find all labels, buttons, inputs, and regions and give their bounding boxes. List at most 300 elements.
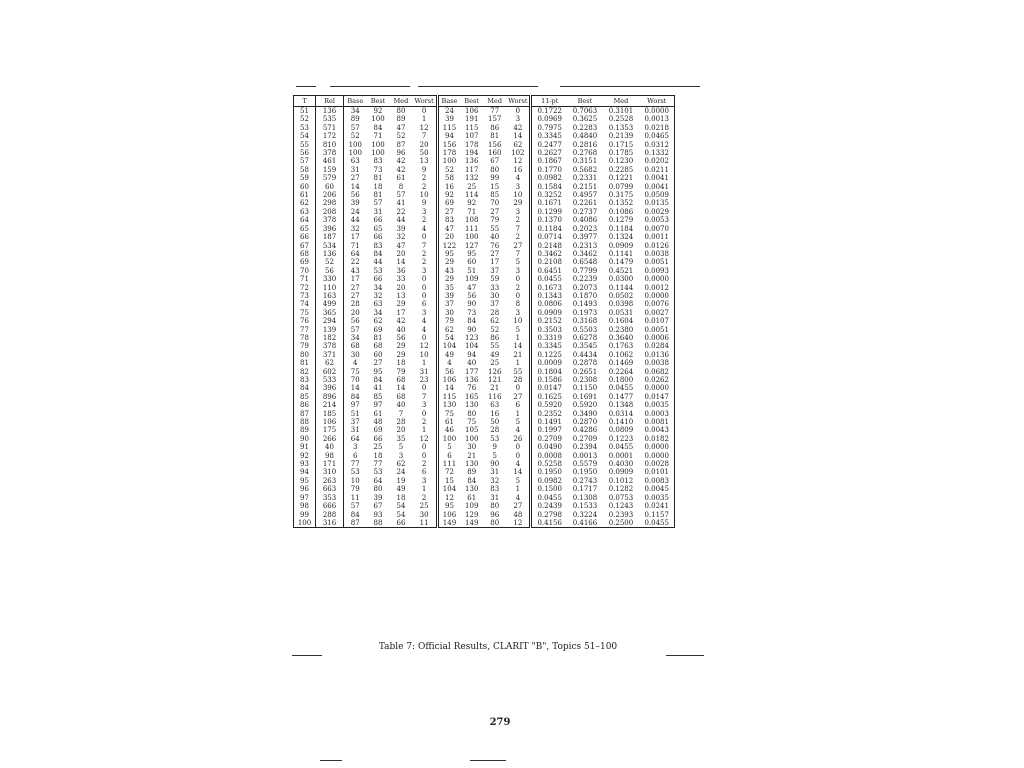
table-cell: 29 [437,258,460,266]
table-cell: 66 [294,233,316,241]
table-cell: 0.0012 [639,284,675,292]
table-cell: 4 [515,493,521,502]
table-cell: 63 [294,208,316,216]
table-row [294,485,675,493]
table-cell: 61 [396,174,406,183]
table-cell: 89 [294,426,316,434]
table-cell: 1 [515,333,521,342]
table-cell: 0.7799 [572,266,598,275]
table-cell: 86 [490,123,500,132]
table-cell: 106 [316,418,344,426]
table-cell: 28 [513,376,523,384]
table-cell: 4 [421,325,427,334]
table-cell: 20 [437,233,460,241]
table-cell: 39 [396,224,406,233]
table-cell: 66 [390,519,413,528]
table-cell: 17 [396,308,406,317]
table-cell: 0.0218 [639,124,675,132]
table-cell: 70 [490,199,500,208]
table-cell: 0.1785 [608,149,634,158]
table-cell: 32 [344,225,367,233]
table-cell: 0.0009 [531,359,567,367]
table-cell: 9 [421,165,427,174]
table-cell: 31 [419,367,429,376]
table-cell: 87 [294,410,316,418]
table-cell: 50 [490,418,500,427]
table-cell: 85 [294,393,316,401]
table-cell: 106 [437,511,460,519]
table-cell: 12 [419,342,429,351]
table-cell: 3 [515,207,521,216]
table-cell: 0.2308 [572,376,598,384]
table-cell: 3 [421,266,427,275]
table-row [294,183,675,191]
table-cell: 55 [294,141,316,149]
table-cell: 0.0398 [608,300,634,309]
table-cell: 14 [396,384,406,393]
table-cell: 6 [437,452,460,460]
table-cell: 84 [373,249,383,258]
table-cell: 214 [316,401,344,409]
table-row [294,258,675,266]
table-cell: 53 [373,468,383,477]
table-cell: 64 [344,250,367,258]
table-cell: 40 [490,233,500,242]
table-row [294,309,675,317]
table-cell: 5 [515,418,521,427]
table-cell: 105 [465,426,479,435]
table-cell: 27 [437,208,460,216]
table-cell: 156 [437,141,460,149]
column-header: Base [437,96,460,107]
table-cell: 80 [373,485,383,494]
table-cell: 64 [373,476,383,485]
table-cell: 28 [490,308,500,317]
table-cell: 84 [467,317,477,326]
table-cell: 52 [316,258,344,266]
table-cell: 33 [396,275,406,284]
table-cell: 3 [515,308,521,317]
table-cell: 0 [421,283,427,292]
table-cell: 0.2264 [608,367,634,376]
table-cell: 28 [490,426,500,435]
table-cell: 80 [490,165,500,174]
table-cell: 27 [344,284,367,292]
table-row [294,267,675,275]
table-cell: 68 [396,392,406,401]
table-cell: 56 [344,317,367,325]
table-cell: 68 [294,250,316,258]
table-row [294,216,675,224]
table-cell: 51 [344,410,367,418]
table-cell: 0.5258 [531,460,567,468]
table-cell: 5 [398,443,404,452]
table-cell: 107 [465,132,479,141]
table-row [294,300,675,308]
table-cell: 47 [396,123,406,132]
table-cell: 62 [316,359,344,367]
table-cell: 0.0262 [639,376,675,384]
table-cell: 2 [421,249,427,258]
table-cell: 39 [373,493,383,502]
table-cell: 0.1157 [639,511,675,519]
table-cell: 0.0000 [639,452,675,460]
table-cell: 90 [490,460,500,469]
table-cell: 0.0043 [639,426,675,434]
table-cell: 4 [515,426,521,435]
table-cell: 0.1282 [608,485,634,494]
table-cell: 12 [437,494,460,502]
table-cell: 80 [490,502,500,511]
table-cell: 48 [373,418,383,427]
table-cell: 92 [467,199,477,208]
table-cell: 157 [488,115,502,124]
table-cell: 110 [316,284,344,292]
column-header: Best [367,96,390,107]
table-cell: 25 [373,443,383,452]
table-cell: 31 [490,468,500,477]
table-row [294,199,675,207]
table-row [294,166,675,174]
table-cell: 92 [294,452,316,460]
table-cell: 0.1717 [572,485,598,494]
table-cell: 0.1500 [531,485,567,493]
table-cell: 0.3224 [572,510,598,519]
table-row [294,124,675,132]
table-cell: 83 [490,485,500,494]
table-cell: 0 [421,291,427,300]
table-cell: 83 [437,216,460,224]
column-header: T [294,96,316,107]
table-cell: 32 [396,233,406,242]
table-cell: 0 [421,443,427,452]
table-cell: 100 [294,519,316,528]
table-cell: 43 [437,267,460,275]
table-cell: 93 [294,460,316,468]
table-cell: 0.5682 [572,165,598,174]
table-cell: 29 [396,300,406,309]
table-cell: 0.0006 [639,334,675,342]
table-cell: 2 [515,216,521,225]
table-cell: 66 [373,434,383,443]
table-cell: 99 [294,511,316,519]
table-cell: 0.1493 [572,300,598,309]
table-cell: 31 [344,426,367,434]
table-cell: 90 [467,300,477,309]
table-cell: 29 [396,350,406,359]
scan-rule [666,655,704,656]
table-cell: 69 [373,325,383,334]
table-cell: 75 [467,418,477,427]
table-cell: 0.2352 [531,410,567,418]
table-cell: 0.3345 [531,132,567,140]
table-cell: 116 [488,392,502,401]
table-cell: 0.0969 [531,115,567,123]
table-cell: 0.3545 [572,342,598,351]
table-cell: 47 [467,283,477,292]
table-cell: 77 [294,326,316,334]
table-cell: 0.1352 [608,199,634,208]
table-cell: 0.0241 [639,502,675,510]
table-cell: 263 [316,477,344,485]
table-cell: 0.0753 [608,493,634,502]
table-cell: 94 [294,468,316,476]
table-cell: 0.0027 [639,309,675,317]
table-cell: 54 [396,510,406,519]
table-cell: 1 [421,426,427,435]
table-cell: 2 [421,418,427,427]
table-cell: 47 [437,225,460,233]
table-cell: 0 [515,291,521,300]
table-cell: 2 [515,283,521,292]
table-cell: 378 [316,149,344,157]
table-cell: 0.1763 [608,342,634,351]
table-row [294,502,675,510]
table-row [294,460,675,468]
table-cell: 0.2283 [572,123,598,132]
table-cell: 0.3168 [572,317,598,326]
table-cell: 2 [515,233,521,242]
table-cell: 0.0081 [639,418,675,426]
table-cell: 49 [396,485,406,494]
table-cell: 42 [396,157,406,166]
table-cell: 0.0038 [639,359,675,367]
table-cell: 3 [421,308,427,317]
table-cell: 378 [316,216,344,224]
table-cell: 114 [465,191,479,200]
table-cell: 20 [396,283,406,292]
table-cell: 0.4086 [572,216,598,225]
scan-rule [418,86,538,87]
results-table [293,95,675,528]
table-cell: 4 [515,460,521,469]
table-cell: 0.2500 [603,519,639,528]
table-cell: 51 [467,266,477,275]
table-cell: 31 [490,493,500,502]
table-cell: 43 [344,267,367,275]
table-header-row [294,96,675,107]
table-cell: 0.1479 [608,258,634,267]
table-cell: 60 [373,350,383,359]
table-cell: 27 [373,359,383,368]
table-cell: 60 [467,258,477,267]
table-cell: 0 [421,409,427,418]
table-cell: 77 [344,460,367,468]
table-cell: 0.0126 [639,242,675,250]
table-cell: 0.2870 [572,418,598,427]
table-cell: 2 [421,216,427,225]
table-row [294,191,675,199]
table-cell: 0.2878 [572,359,598,368]
table-cell: 32 [490,476,500,485]
table-cell: 20 [344,309,367,317]
table-cell: 39 [437,292,460,300]
table-cell: 130 [465,401,479,410]
table-cell: 71 [294,275,316,283]
table-cell: 57 [373,199,383,208]
table-cell: 0.6278 [572,333,598,342]
table-cell: 25 [419,502,429,511]
table-cell: 39 [437,115,460,123]
table-cell: 6 [515,401,521,410]
table-cell: 810 [316,141,344,149]
table-cell: 16 [490,409,500,418]
table-cell: 896 [316,393,344,401]
table-cell: 62 [437,326,460,334]
column-header: Best [567,96,603,107]
table-cell: 40 [396,401,406,410]
table-cell: 32 [373,291,383,300]
table-cell: 0.3175 [608,191,634,200]
table-cell: 6 [344,452,367,460]
table-cell: 0.0314 [608,409,634,418]
table-cell: 663 [316,485,344,493]
table-cell: 0.2816 [572,140,598,149]
table-cell: 9 [421,199,427,208]
table-cell: 65 [294,225,316,233]
table-cell: 206 [316,191,344,199]
table-cell: 62 [490,317,500,326]
table-cell: 0.1324 [608,233,634,242]
table-cell: 56 [467,291,477,300]
table-cell: 7 [421,241,427,250]
table-row [294,418,675,426]
table-cell: 78 [294,334,316,342]
table-cell: 191 [465,115,479,124]
table-cell: 54 [294,132,316,140]
table-row [294,477,675,485]
table-cell: 14 [344,183,367,191]
table-cell: 0.0136 [639,351,675,359]
table-cell: 330 [316,275,344,283]
table-row [294,342,675,350]
table-cell: 163 [316,292,344,300]
table-cell: 0.1230 [608,157,634,166]
table-cell: 0.0455 [639,519,675,528]
table-cell: 24 [437,107,460,116]
table-cell: 0.3252 [531,191,567,199]
table-cell: 53 [344,468,367,476]
table-cell: 57 [294,157,316,165]
table-cell: 0 [421,233,427,242]
column-header: Base [344,96,367,107]
table-cell: 0.0013 [639,115,675,123]
table-cell: 0.1950 [572,468,598,477]
table-row [294,511,675,519]
table-cell: 533 [316,376,344,384]
table-cell: 25 [467,182,477,191]
table-row [294,275,675,283]
table-cell: 117 [465,165,479,174]
table-cell: 0.1012 [608,476,634,485]
table-cell: 108 [465,216,479,225]
table-cell: 115 [465,123,479,132]
table-cell: 4 [515,174,521,183]
table-cell: 11 [413,519,438,528]
table-cell: 18 [396,359,406,368]
table-cell: 46 [437,426,460,434]
column-header: Worst [506,96,531,107]
table-cell: 56 [396,333,406,342]
column-header: Med [603,96,639,107]
table-cell: 24 [344,208,367,216]
table-cell: 94 [437,132,460,140]
table-cell: 48 [513,510,523,519]
table-cell: 7 [515,224,521,233]
table-cell: 61 [467,493,477,502]
table-cell: 0.1141 [608,249,634,258]
table-cell: 0.0300 [608,275,634,284]
table-cell: 22 [344,258,367,266]
table-cell: 0.0909 [531,309,567,317]
table-cell: 130 [437,401,460,409]
table-cell: 97 [294,494,316,502]
table-cell: 0.4286 [572,426,598,435]
table-cell: 0.4434 [572,350,598,359]
table-cell: 21 [490,384,500,393]
table-cell: 81 [373,174,383,183]
table-cell: 0.2768 [572,149,598,158]
table-cell: 20 [419,140,429,149]
table-cell: 0.1973 [572,308,598,317]
table-row [294,242,675,250]
table-cell: 69 [373,426,383,435]
table-row [294,141,675,149]
table-cell: 37 [437,300,460,308]
table-cell: 4 [421,317,427,326]
table-cell: 81 [373,333,383,342]
table-cell: 0.1332 [639,149,675,157]
table-cell: 55 [490,224,500,233]
table-cell: 53 [490,434,500,443]
table-cell: 0.5920 [572,401,598,410]
table-cell: 63 [373,300,383,309]
table-cell: 0.1867 [531,157,567,165]
table-cell: 9 [492,443,497,452]
table-cell: 8 [515,300,521,309]
table-cell: 0.1673 [531,284,567,292]
table-cell: 13 [419,157,429,166]
table-cell: 2 [421,460,427,469]
table-cell: 2 [421,258,427,267]
table-cell: 0.0799 [608,182,634,191]
table-cell: 0.4840 [572,132,598,141]
table-cell: 0.1410 [608,418,634,427]
table-row [294,393,675,401]
table-row [294,233,675,241]
table-cell: 10 [419,191,429,200]
table-cell: 5 [437,443,460,451]
table-row [294,326,675,334]
table-cell: 0.0041 [639,183,675,191]
table-cell: 0.0051 [639,258,675,266]
table-cell: 56 [294,149,316,157]
table-cell: 0.1586 [531,376,567,384]
table-cell: 60 [294,183,316,191]
page-number: 279 [489,717,511,728]
table-cell: 0.1469 [608,359,634,368]
table-cell: 62 [373,317,383,326]
table-cell: 310 [316,468,344,476]
table-cell: 21 [513,350,523,359]
table-cell: 7 [398,409,404,418]
table-cell: 34 [373,283,383,292]
table-cell: 27 [513,392,523,401]
table-cell: 109 [465,275,479,284]
table-cell: 56 [316,267,344,275]
table-cell: 64 [294,216,316,224]
table-cell: 86 [294,401,316,409]
